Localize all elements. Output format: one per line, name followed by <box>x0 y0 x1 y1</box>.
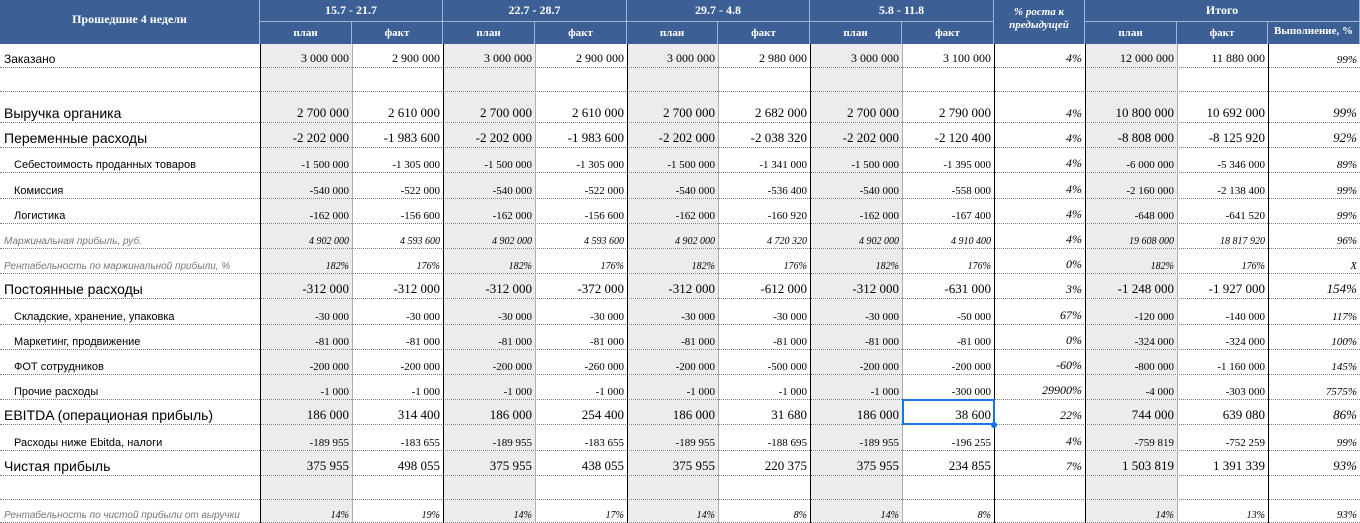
table-row <box>0 425 1360 451</box>
growth-cell[interactable]: 3% <box>1066 282 1082 296</box>
row-label[interactable]: Комиссия <box>14 185 64 197</box>
total-fact-cell[interactable]: 11 880 000 <box>1211 51 1265 65</box>
fact-value-cell[interactable]: 4 593 600 <box>400 236 440 247</box>
row-label[interactable]: Маржинальная прибыль, руб. <box>4 236 142 247</box>
growth-cell[interactable] <box>994 68 1085 91</box>
total-fact-cell[interactable]: 1 391 339 <box>1213 458 1265 473</box>
total-fact-cell[interactable]: -5 346 000 <box>1217 159 1265 171</box>
column-divider <box>535 44 536 523</box>
plan-value-cell[interactable]: -312 000 <box>668 281 715 296</box>
plan-value-cell[interactable] <box>443 68 535 91</box>
fact-value-cell[interactable]: 4 910 400 <box>951 236 991 247</box>
row-label[interactable]: Складские, хранение, упаковка <box>14 311 175 323</box>
total-plan-cell[interactable]: -120 000 <box>1134 311 1174 323</box>
growth-cell[interactable]: 4% <box>1066 131 1082 145</box>
fact-value-cell[interactable] <box>718 68 810 91</box>
plan-value-cell[interactable]: -1 500 000 <box>484 159 532 171</box>
column-divider <box>352 44 353 523</box>
fact-value-cell[interactable]: -30 000 <box>773 311 807 323</box>
fact-value-cell[interactable]: -522 000 <box>400 185 440 197</box>
plan-value-cell[interactable]: -200 000 <box>859 361 899 373</box>
plan-subheader: план <box>1085 22 1177 44</box>
table-row <box>0 375 1360 400</box>
total-plan-cell[interactable]: -800 000 <box>1134 361 1174 373</box>
fact-value-cell[interactable]: -1 305 000 <box>392 159 440 171</box>
fact-value-cell[interactable]: -300 000 <box>951 386 991 398</box>
fact-value-cell[interactable]: 2 980 000 <box>759 51 807 65</box>
plan-value-cell[interactable]: 186 000 <box>306 407 349 422</box>
plan-value-cell[interactable]: 2 700 000 <box>847 105 899 120</box>
fact-value-cell[interactable]: -1 000 <box>411 386 440 398</box>
plan-value-cell[interactable]: 182% <box>691 261 715 272</box>
fact-value-cell[interactable]: 438 055 <box>581 458 624 473</box>
growth-cell[interactable]: 0% <box>1066 257 1082 271</box>
plan-value-cell[interactable]: -81 000 <box>681 336 715 348</box>
completion-cell[interactable]: 7575% <box>1325 386 1357 398</box>
plan-value-cell[interactable]: 2 700 000 <box>297 105 349 120</box>
growth-cell[interactable] <box>994 500 1085 522</box>
plan-value-cell[interactable]: -1 000 <box>686 386 715 398</box>
plan-value-cell[interactable]: -2 202 000 <box>292 130 349 145</box>
fill-handle[interactable] <box>991 422 997 428</box>
fact-value-cell[interactable]: 498 055 <box>397 458 440 473</box>
fact-value-cell[interactable]: 19% <box>421 510 440 521</box>
completion-cell[interactable]: 93% <box>1336 509 1357 521</box>
fact-value-cell[interactable]: -500 000 <box>767 361 807 373</box>
column-divider <box>1268 44 1269 523</box>
fact-value-cell[interactable]: 176% <box>416 261 440 272</box>
plan-value-cell[interactable]: -162 000 <box>492 210 532 222</box>
plan-value-cell[interactable]: -162 000 <box>859 210 899 222</box>
total-fact-cell[interactable]: -752 259 <box>1225 437 1265 449</box>
growth-cell[interactable]: 4% <box>1066 51 1082 65</box>
plan-value-cell[interactable]: -189 955 <box>309 437 349 449</box>
fact-value-cell[interactable]: 8% <box>977 510 991 521</box>
blank-row <box>0 476 1360 500</box>
table-row <box>0 274 1360 299</box>
table-row <box>0 199 1360 224</box>
plan-value-cell[interactable]: -540 000 <box>309 185 349 197</box>
fact-value-cell[interactable]: 4 720 320 <box>767 236 807 247</box>
growth-cell[interactable]: 4% <box>1066 207 1082 221</box>
fact-subheader: факт <box>718 22 810 44</box>
fact-value-cell[interactable]: -81 000 <box>773 336 807 348</box>
period-header: Прошедшие 4 недели <box>0 0 260 44</box>
growth-cell[interactable]: 4% <box>1066 106 1082 120</box>
completion-cell[interactable]: 117% <box>1332 311 1357 323</box>
total-fact-cell[interactable]: 639 080 <box>1222 407 1265 422</box>
plan-value-cell[interactable]: -30 000 <box>498 311 532 323</box>
plan-value-cell[interactable]: -1 500 000 <box>301 159 349 171</box>
total-fact-cell[interactable]: 13% <box>1246 510 1265 521</box>
fact-value-cell[interactable]: -81 000 <box>590 336 624 348</box>
fact-value-cell[interactable]: -81 000 <box>406 336 440 348</box>
fact-subheader: факт <box>535 22 627 44</box>
fact-value-cell[interactable]: 2 682 000 <box>755 105 807 120</box>
fact-value-cell[interactable]: 2 790 000 <box>939 105 991 120</box>
completion-cell[interactable]: 100% <box>1331 336 1357 348</box>
fact-value-cell[interactable]: 220 375 <box>764 458 807 473</box>
column-divider <box>1177 44 1178 523</box>
fact-value-cell[interactable]: 3 100 000 <box>943 51 991 65</box>
growth-cell[interactable]: 7% <box>1066 459 1082 473</box>
plan-value-cell[interactable] <box>810 68 902 91</box>
plan-value-cell[interactable]: 4 902 000 <box>675 236 715 247</box>
table-row <box>0 249 1360 274</box>
completion-cell[interactable]: 99% <box>1336 437 1357 449</box>
plan-value-cell[interactable] <box>260 476 352 499</box>
plan-value-cell[interactable]: -2 202 000 <box>842 130 899 145</box>
table-row <box>0 400 1360 425</box>
plan-value-cell[interactable]: 375 955 <box>489 458 532 473</box>
growth-cell[interactable]: 22% <box>1060 408 1082 422</box>
fact-value-cell[interactable]: -631 000 <box>944 281 991 296</box>
fact-value-cell[interactable] <box>535 68 627 91</box>
total-fact-cell[interactable]: -8 125 920 <box>1208 130 1265 145</box>
fact-value-cell[interactable]: -536 400 <box>767 185 807 197</box>
plan-value-cell[interactable]: 3 000 000 <box>851 51 899 65</box>
fact-value-cell[interactable]: 4 593 600 <box>584 236 624 247</box>
growth-cell[interactable]: 4% <box>1066 232 1082 246</box>
fact-value-cell[interactable]: -160 920 <box>767 210 807 222</box>
plan-value-cell[interactable]: -189 955 <box>675 437 715 449</box>
completion-cell[interactable]: 145% <box>1331 361 1357 373</box>
plan-value-cell[interactable] <box>627 476 718 499</box>
plan-value-cell[interactable]: -200 000 <box>675 361 715 373</box>
total-plan-cell[interactable]: -759 819 <box>1134 437 1174 449</box>
plan-value-cell[interactable]: -30 000 <box>315 311 349 323</box>
growth-cell[interactable]: 0% <box>1066 333 1082 347</box>
table-row <box>0 173 1360 199</box>
table-row <box>0 44 1360 68</box>
fact-value-cell[interactable]: -1 983 600 <box>567 130 624 145</box>
total-fact-cell[interactable]: 176% <box>1241 261 1265 272</box>
plan-value-cell[interactable]: 4 902 000 <box>859 236 899 247</box>
plan-value-cell[interactable]: -2 202 000 <box>475 130 532 145</box>
completion-header: Выполнение, % <box>1268 22 1360 44</box>
total-fact-cell[interactable]: -140 000 <box>1225 311 1265 323</box>
plan-value-cell[interactable]: 4 902 000 <box>492 236 532 247</box>
total-header: Итого <box>1085 0 1360 22</box>
week-header-2: 22.7 - 28.7 <box>443 0 627 22</box>
completion-cell[interactable]: 86% <box>1333 407 1357 422</box>
column-divider <box>260 44 261 523</box>
fact-value-cell[interactable]: 234 855 <box>948 458 991 473</box>
plan-value-cell[interactable]: -312 000 <box>852 281 899 296</box>
fact-value-cell[interactable]: -1 305 000 <box>576 159 624 171</box>
total-fact-cell[interactable]: -303 000 <box>1225 386 1265 398</box>
fact-subheader: факт <box>902 22 994 44</box>
plan-subheader: план <box>443 22 535 44</box>
total-plan-cell[interactable]: 12 000 000 <box>1120 51 1174 65</box>
plan-value-cell[interactable]: -189 955 <box>492 437 532 449</box>
fact-value-cell[interactable]: 2 610 000 <box>572 105 624 120</box>
column-divider <box>718 44 719 523</box>
fact-value-cell[interactable]: -2 120 400 <box>934 130 991 145</box>
column-divider <box>1085 44 1086 523</box>
plan-value-cell[interactable]: -1 000 <box>870 386 899 398</box>
row-label[interactable]: Чистая прибыль <box>4 458 111 474</box>
plan-value-cell[interactable]: -540 000 <box>492 185 532 197</box>
growth-cell[interactable]: 29900% <box>1042 383 1082 397</box>
table-row <box>0 325 1360 350</box>
fact-value-cell[interactable]: 38 600 <box>955 407 991 422</box>
fact-value-cell[interactable]: -1 000 <box>595 386 624 398</box>
plan-value-cell[interactable]: 14% <box>513 510 532 521</box>
fact-value-cell[interactable] <box>902 476 994 499</box>
table-row <box>0 123 1360 148</box>
total-plan-cell[interactable]: -4 000 <box>1145 386 1174 398</box>
plan-value-cell[interactable]: 375 955 <box>856 458 899 473</box>
completion-cell[interactable]: 93% <box>1333 458 1357 473</box>
plan-value-cell[interactable]: 3 000 000 <box>484 51 532 65</box>
fact-value-cell[interactable] <box>352 476 443 499</box>
plan-value-cell[interactable]: -189 955 <box>859 437 899 449</box>
fact-value-cell[interactable]: 2 610 000 <box>388 105 440 120</box>
fact-value-cell[interactable]: -312 000 <box>393 281 440 296</box>
plan-value-cell[interactable]: -1 500 000 <box>851 159 899 171</box>
plan-value-cell[interactable] <box>260 68 352 91</box>
fact-value-cell[interactable]: 31 680 <box>771 407 807 422</box>
plan-value-cell[interactable] <box>810 476 902 499</box>
table-row <box>0 148 1360 173</box>
growth-cell[interactable]: 4% <box>1066 182 1082 196</box>
plan-value-cell[interactable]: 182% <box>508 261 532 272</box>
fact-value-cell[interactable]: 254 400 <box>581 407 624 422</box>
plan-value-cell[interactable]: -1 000 <box>503 386 532 398</box>
fact-value-cell[interactable]: -156 600 <box>400 210 440 222</box>
fact-value-cell[interactable]: -50 000 <box>957 311 991 323</box>
table-row <box>0 350 1360 375</box>
plan-value-cell[interactable]: 375 955 <box>672 458 715 473</box>
row-label[interactable]: Постоянные расходы <box>4 281 143 297</box>
plan-value-cell[interactable] <box>443 476 535 499</box>
fact-value-cell[interactable]: 176% <box>967 261 991 272</box>
completion-cell[interactable]: 96% <box>1336 235 1357 247</box>
fact-value-cell[interactable]: 176% <box>783 261 807 272</box>
plan-value-cell[interactable] <box>627 68 718 91</box>
plan-value-cell[interactable]: -81 000 <box>865 336 899 348</box>
week-header-3: 29.7 - 4.8 <box>627 0 810 22</box>
total-fact-cell[interactable] <box>1177 68 1268 91</box>
row-label[interactable]: Рентабельность по маржинальной прибыли, % <box>4 261 231 272</box>
column-divider <box>810 44 811 523</box>
completion-cell[interactable]: 99% <box>1336 54 1357 66</box>
fact-value-cell[interactable]: -30 000 <box>590 311 624 323</box>
fact-value-cell[interactable]: -81 000 <box>957 336 991 348</box>
completion-cell[interactable] <box>1268 476 1360 499</box>
fact-value-cell[interactable]: -522 000 <box>584 185 624 197</box>
total-fact-cell[interactable] <box>1177 476 1268 499</box>
total-fact-cell[interactable]: -1 927 000 <box>1208 281 1265 296</box>
plan-value-cell[interactable]: 3 000 000 <box>667 51 715 65</box>
total-plan-cell[interactable]: 1 503 819 <box>1122 458 1174 473</box>
total-plan-cell[interactable]: -324 000 <box>1134 336 1174 348</box>
total-plan-cell[interactable]: 19 608 000 <box>1129 236 1174 247</box>
plan-value-cell[interactable]: -162 000 <box>675 210 715 222</box>
fact-value-cell[interactable]: -200 000 <box>951 361 991 373</box>
plan-value-cell[interactable]: 14% <box>330 510 349 521</box>
growth-header: % роста к предыдущей <box>994 0 1085 44</box>
plan-value-cell[interactable]: -1 500 000 <box>667 159 715 171</box>
plan-value-cell[interactable]: 186 000 <box>672 407 715 422</box>
plan-subheader: план <box>627 22 718 44</box>
plan-value-cell[interactable]: 182% <box>875 261 899 272</box>
total-fact-cell[interactable]: 10 692 000 <box>1206 105 1265 120</box>
plan-value-cell[interactable]: -30 000 <box>865 311 899 323</box>
fact-subheader: факт <box>1177 22 1268 44</box>
table-row <box>0 451 1360 476</box>
plan-value-cell[interactable]: -81 000 <box>315 336 349 348</box>
completion-cell[interactable] <box>1268 68 1360 91</box>
fact-value-cell[interactable]: -200 000 <box>400 361 440 373</box>
total-fact-cell[interactable]: -2 138 400 <box>1217 185 1265 197</box>
fact-value-cell[interactable] <box>535 476 627 499</box>
row-label[interactable] <box>0 476 260 499</box>
table-row <box>0 299 1360 325</box>
row-label[interactable]: Логистика <box>14 210 66 222</box>
fact-value-cell[interactable]: 8% <box>793 510 807 521</box>
fact-value-cell[interactable]: -188 695 <box>767 437 807 449</box>
total-plan-cell[interactable] <box>1085 476 1177 499</box>
selected-cell-outline[interactable] <box>902 399 995 425</box>
total-plan-cell[interactable]: 182% <box>1150 261 1174 272</box>
fact-value-cell[interactable]: -558 000 <box>951 185 991 197</box>
row-label[interactable]: Выручка органика <box>4 105 122 121</box>
fact-value-cell[interactable]: 2 900 000 <box>392 51 440 65</box>
plan-value-cell[interactable]: -540 000 <box>859 185 899 197</box>
fact-value-cell[interactable] <box>352 68 443 91</box>
column-divider <box>443 44 444 523</box>
fact-subheader: факт <box>352 22 443 44</box>
fact-value-cell[interactable]: -183 655 <box>400 437 440 449</box>
growth-cell[interactable] <box>994 476 1085 499</box>
growth-cell[interactable]: -60% <box>1056 358 1082 372</box>
plan-value-cell[interactable]: 375 955 <box>306 458 349 473</box>
row-label[interactable]: EBITDA (операционая прибыль) <box>4 407 214 423</box>
plan-value-cell[interactable]: 3 000 000 <box>301 51 349 65</box>
fact-value-cell[interactable]: -156 600 <box>584 210 624 222</box>
plan-value-cell[interactable]: 14% <box>880 510 899 521</box>
fact-value-cell[interactable]: 176% <box>600 261 624 272</box>
fact-value-cell[interactable]: -1 000 <box>778 386 807 398</box>
fact-value-cell[interactable]: -167 400 <box>951 210 991 222</box>
plan-value-cell[interactable]: -30 000 <box>681 311 715 323</box>
table-row <box>0 224 1360 249</box>
total-fact-cell[interactable]: -1 160 000 <box>1217 361 1265 373</box>
fact-value-cell[interactable]: -1 395 000 <box>943 159 991 171</box>
blank-row <box>0 68 1360 92</box>
plan-value-cell[interactable]: 186 000 <box>856 407 899 422</box>
total-plan-cell[interactable]: 744 000 <box>1131 407 1174 422</box>
week-header-1: 15.7 - 21.7 <box>260 0 443 22</box>
growth-cell[interactable]: 4% <box>1066 434 1082 448</box>
fact-value-cell[interactable]: 17% <box>605 510 624 521</box>
completion-cell[interactable]: 99% <box>1336 210 1357 222</box>
row-label[interactable] <box>0 68 260 91</box>
total-plan-cell[interactable]: -8 808 000 <box>1117 130 1174 145</box>
row-label[interactable]: Маркетинг, продвижение <box>14 336 141 348</box>
fact-value-cell[interactable]: -2 038 320 <box>750 130 807 145</box>
total-plan-cell[interactable]: -648 000 <box>1134 210 1174 222</box>
plan-value-cell[interactable]: 182% <box>325 261 349 272</box>
plan-value-cell[interactable]: -540 000 <box>675 185 715 197</box>
completion-cell[interactable]: 154% <box>1326 281 1357 296</box>
plan-value-cell[interactable]: -1 000 <box>320 386 349 398</box>
growth-cell[interactable]: 67% <box>1060 308 1082 322</box>
fact-value-cell[interactable]: -612 000 <box>760 281 807 296</box>
total-plan-cell[interactable]: 14% <box>1155 510 1174 521</box>
fact-value-cell[interactable]: -372 000 <box>577 281 624 296</box>
row-label[interactable]: Переменные расходы <box>4 130 148 146</box>
completion-cell[interactable]: 99% <box>1333 105 1357 120</box>
fact-value-cell[interactable] <box>718 476 810 499</box>
plan-value-cell[interactable]: 2 700 000 <box>663 105 715 120</box>
column-divider <box>902 44 903 523</box>
row-label[interactable]: Себестоимость проданных товаров <box>14 159 196 171</box>
plan-value-cell[interactable]: 14% <box>696 510 715 521</box>
week-header-4: 5.8 - 11.8 <box>810 0 994 22</box>
plan-subheader: план <box>260 22 352 44</box>
fact-value-cell[interactable]: -30 000 <box>406 311 440 323</box>
plan-value-cell[interactable]: 4 902 000 <box>309 236 349 247</box>
total-fact-cell[interactable]: 18 817 920 <box>1220 236 1265 247</box>
plan-value-cell[interactable]: -162 000 <box>309 210 349 222</box>
column-divider <box>994 44 995 523</box>
plan-value-cell[interactable]: 186 000 <box>489 407 532 422</box>
row-label[interactable]: Расходы ниже Ebitda, налоги <box>14 437 163 449</box>
completion-cell[interactable]: 89% <box>1336 159 1357 171</box>
fact-value-cell[interactable]: -183 655 <box>584 437 624 449</box>
total-fact-cell[interactable]: -324 000 <box>1225 336 1265 348</box>
row-label[interactable]: Заказано <box>4 52 56 66</box>
fact-value-cell[interactable]: -1 341 000 <box>759 159 807 171</box>
total-plan-cell[interactable]: -6 000 000 <box>1126 159 1174 171</box>
table-row <box>0 500 1360 523</box>
table-row <box>0 92 1360 123</box>
plan-value-cell[interactable]: 2 700 000 <box>480 105 532 120</box>
plan-value-cell[interactable]: -81 000 <box>498 336 532 348</box>
plan-value-cell[interactable]: -200 000 <box>309 361 349 373</box>
total-plan-cell[interactable]: 10 800 000 <box>1115 105 1174 120</box>
total-plan-cell[interactable]: -1 248 000 <box>1117 281 1174 296</box>
row-label[interactable]: Рентабельность по чистой прибыли от выручки <box>4 510 240 521</box>
completion-cell[interactable]: X <box>1350 260 1357 272</box>
column-divider <box>627 44 628 523</box>
plan-value-cell[interactable]: -2 202 000 <box>658 130 715 145</box>
row-label[interactable]: ФОТ сотрудников <box>14 361 104 373</box>
fact-value-cell[interactable]: 2 900 000 <box>576 51 624 65</box>
completion-cell[interactable]: 99% <box>1336 185 1357 197</box>
fact-value-cell[interactable]: -1 983 600 <box>383 130 440 145</box>
total-fact-cell[interactable]: -641 520 <box>1225 210 1265 222</box>
growth-cell[interactable]: 4% <box>1066 156 1082 170</box>
total-plan-cell[interactable]: -2 160 000 <box>1126 185 1174 197</box>
plan-subheader: план <box>810 22 902 44</box>
plan-value-cell[interactable]: -200 000 <box>492 361 532 373</box>
total-plan-cell[interactable] <box>1085 68 1177 91</box>
fact-value-cell[interactable]: -196 255 <box>951 437 991 449</box>
completion-cell[interactable]: 92% <box>1333 130 1357 145</box>
fact-value-cell[interactable] <box>902 68 994 91</box>
row-label[interactable]: Прочие расходы <box>14 386 99 398</box>
plan-value-cell[interactable]: -312 000 <box>485 281 532 296</box>
fact-value-cell[interactable]: -260 000 <box>584 361 624 373</box>
plan-value-cell[interactable]: -312 000 <box>302 281 349 296</box>
fact-value-cell[interactable]: 314 400 <box>397 407 440 422</box>
